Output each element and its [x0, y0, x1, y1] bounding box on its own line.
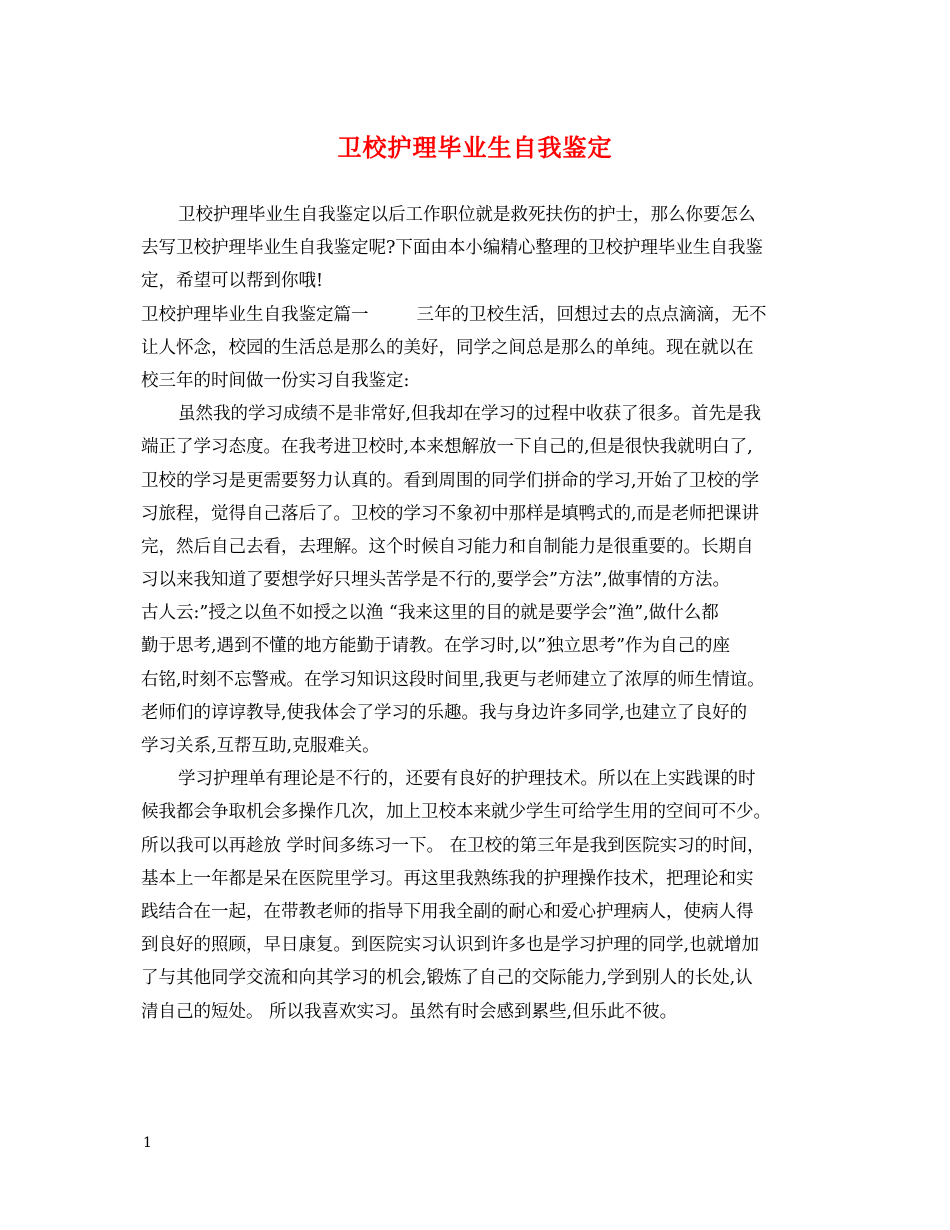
paragraph-line: 到良好的照顾，早日康复。到医院实习认识到许多也是学习护理的同学,也就增加	[141, 935, 760, 956]
paragraph-line: 定，希望可以帮到你哦!	[141, 271, 324, 292]
paragraph-line: 卫校护理毕业生自我鉴定以后工作职位就是救死扶伤的护士，那么你要怎么	[178, 205, 756, 225]
section-heading: 卫校护理毕业生自我鉴定篇一	[141, 304, 369, 325]
paragraph-line: 端正了学习态度。在我考进卫校时,本来想解放一下自己的,但是很快我就明白了,	[141, 437, 753, 458]
document-title: 卫校护理毕业生自我鉴定	[337, 133, 613, 162]
paragraph-line: 校三年的时间做一份实习自我鉴定:	[141, 370, 410, 391]
paragraph-line: 卫校的学习是更需要努力认真的。看到周围的同学们拼命的学习,开始了卫校的学	[141, 470, 760, 491]
paragraph-line: 践结合在一起，在带教老师的指导下用我全副的耐心和爱心护理病人，使病人得	[141, 901, 754, 922]
paragraph-line: 习旅程，觉得自己落后了。卫校的学习不象初中那样是填鸭式的,而是老师把课讲	[141, 503, 760, 524]
paragraph-line: 基本上一年都是呆在医院里学习。再这里我熟练我的护理操作技术，把理论和实	[141, 868, 754, 889]
paragraph-line: 所以我可以再趁放 学时间多练习一下。 在卫校的第三年是我到医院实习的时间，	[141, 835, 765, 856]
paragraph-line: 习以来我知道了要想学好只埋头苦学是不行的,要学会”方法”,做事情的方法。	[141, 570, 731, 591]
paragraph-line: 三年的卫校生活，回想过去的点点滴滴，无不	[416, 304, 767, 325]
paragraph-line: 清自己的短处。 所以我喜欢实习。虽然有时会感到累些,但乐此不彼。	[141, 1001, 678, 1022]
paragraph-line: 了与其他同学交流和向其学习的机会,锻炼了自己的交际能力,学到别人的长处,认	[141, 968, 753, 989]
document-body	[141, 199, 811, 1029]
section-line	[141, 299, 811, 332]
paragraph-line: 去写卫校护理毕业生自我鉴定呢?下面由本小编精心整理的卫校护理毕业生自我鉴	[141, 238, 763, 259]
paragraph-line: 勤于思考,遇到不懂的地方能勤于请教。在学习时,以”独立思考”作为自己的座	[141, 636, 731, 657]
paragraph-line: 古人云:”授之以鱼不如授之以渔 “我来这里的目的就是要学会”渔”,做什么都	[141, 603, 719, 624]
paragraph-line: 右铭,时刻不忘警戒。在学习知识这段时间里,我更与老师建立了浓厚的师生情谊。	[141, 669, 765, 690]
paragraph-line: 老师们的谆谆教导,使我体会了学习的乐趣。我与身边许多同学,也建立了良好的	[141, 702, 748, 723]
paragraph-line: 完，然后自己去看，去理解。这个时候自习能力和自制能力是很重要的。长期自	[141, 536, 754, 557]
paragraph-line: 虽然我的学习成绩不是非常好,但我却在学习的过程中收获了很多。首先是我	[178, 404, 762, 425]
page-number: 1	[143, 1135, 152, 1151]
paragraph-line: 候我都会争取机会多操作几次，加上卫校本来就少学生可给学生用的空间可不少。	[141, 802, 771, 823]
paragraph-line: 让人怀念，校园的生活总是那么的美好，同学之间总是那么的单纯。现在就以在	[141, 337, 754, 358]
paragraph-line: 学习护理单有理论是不行的，还要有良好的护理技术。所以在上实践课的时	[178, 769, 756, 790]
paragraph-line: 学习关系,互帮互助,克服难关。	[141, 736, 380, 756]
